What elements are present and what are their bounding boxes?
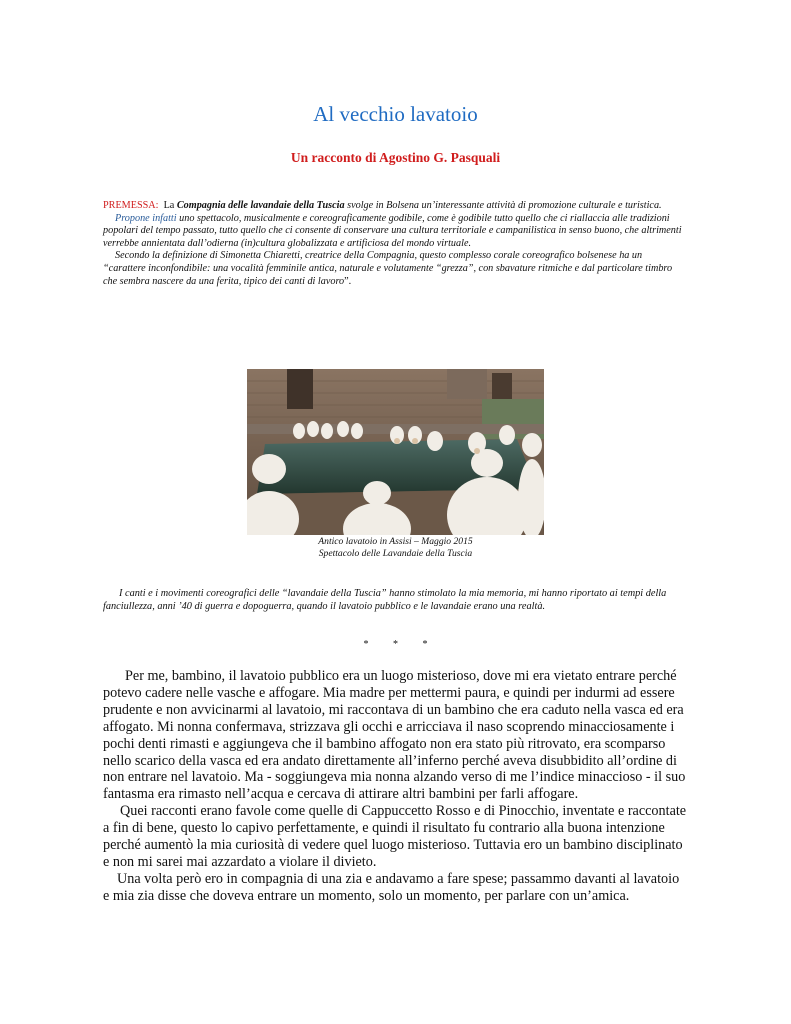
premessa-p2-lead: Propone infatti xyxy=(115,212,177,224)
separator-star: * xyxy=(393,639,398,650)
premessa-p3-text: Secondo la definizione di Simonetta Chiaretti, creatrice della Compagnia, questo complesso corale coreografico bolsenese ha un “carattere inconfondibile: una vocalità femminile antica, naturale e volutamente “grezza”, con sbavature ritmiche e dal particolare timbro che sembra nascere da una ferita, tipico dei canti di lavoro xyxy=(103,250,673,287)
page-subtitle: Un racconto di Agostino G. Pasquali xyxy=(290,150,501,165)
story-paragraph-1: Per me, bambino, il lavatoio pubblico era un luogo misterioso, dove mi era vietato entrare perché potevo cadere nelle vasche e affogare. Mia madre per mettermi paura, e quindi per indurmi ad essere prudente e non avvicinarmi al lavatoio, mi raccontava di un bambino che era caduto nella vasca ed era affogato. Mi nonna confermava, strizzava gli occhi e arricciava il naso scoprendo minacciosamente i pochi denti rimasti e aggiungeva che il bambino affogato non era stato più ritrovato, era scomparso nello scarico della vasca ed era andato direttamente all’inferno perché aveva disubbidito all’ordine di non entrare nel lavatoio. Ma - soggiungeva mia nonna alzando verso di me l’indice minaccioso - il suo fantasma era rimasto nell’acqua e cercava di attirare altri bambini per farli affogare. xyxy=(103,668,686,803)
separator-star: * xyxy=(363,639,369,650)
story-paragraph-3: Una volta però ero in compagnia di una zia e andavamo a fare spese; passammo davanti al lavatoio e mia zia disse che doveva entrare un momento, solo un momento, per parlare con un’amica. xyxy=(103,870,680,904)
separator-star: * xyxy=(422,639,428,650)
premessa-article: La xyxy=(163,200,177,211)
page-title: Al vecchio lavatoio xyxy=(313,102,478,126)
premessa-p2-text: uno spettacolo, musicalmente e coreograficamente godibile, come è godibile tutto quello che ci riallaccia alle tradizioni popolari del tempo passato, tutto quello che ci consente di conservare una cultura territoriale e campanilistica in senso buono, che altrimenti verrebbe annientata dall’odierna (in)cultura globalizzata e artificiosa del mondo virtuale. xyxy=(103,212,682,249)
premessa-section xyxy=(103,200,683,288)
caption-line-1: Antico lavatoio in Assisi – Maggio 2015 xyxy=(318,536,473,547)
caption-line-2: Spettacolo delle Lavandaie della Tuscia xyxy=(318,548,473,559)
premessa-p3-end: ”. xyxy=(344,275,352,287)
intro-paragraph: I canti e i movimenti coreografici delle “lavandaie della Tuscia” hanno stimolato la mia memoria, mi hanno riportato ai tempi della fanciullezza, anni ’40 di guerra e dopoguerra, quando il lavatoio pubblico e le lavandaie erano una realtà. xyxy=(103,588,667,613)
premessa-label: PREMESSA: xyxy=(103,200,159,211)
story-paragraph-2: Quei racconti erano favole come quelle di Cappuccetto Rosso e di Pinocchio, inventate e raccontate a fin di bene, questo lo capivo perfettamente, e quindi il risultato fu contrario alla buona intenzione perché aumentò la mia curiosità di vedere quel luogo misterioso. Tuttavia ero un bambino disciplinato e non mi sarei mai azzardato a violare il divieto. xyxy=(103,803,687,870)
lavatoio-photo xyxy=(247,369,544,535)
section-separator xyxy=(0,639,791,650)
company-name: Compagnia delle lavandaie della Tuscia xyxy=(176,200,345,211)
photo-caption xyxy=(0,536,791,560)
premessa-paragraph-3 xyxy=(103,250,683,288)
story-body xyxy=(103,668,688,905)
premessa-paragraph-2 xyxy=(103,213,683,251)
premessa-p1-text: svolge in Bolsena un’interessante attività di promozione culturale e turistica. xyxy=(344,200,662,211)
premessa-paragraph-1 xyxy=(103,200,683,213)
